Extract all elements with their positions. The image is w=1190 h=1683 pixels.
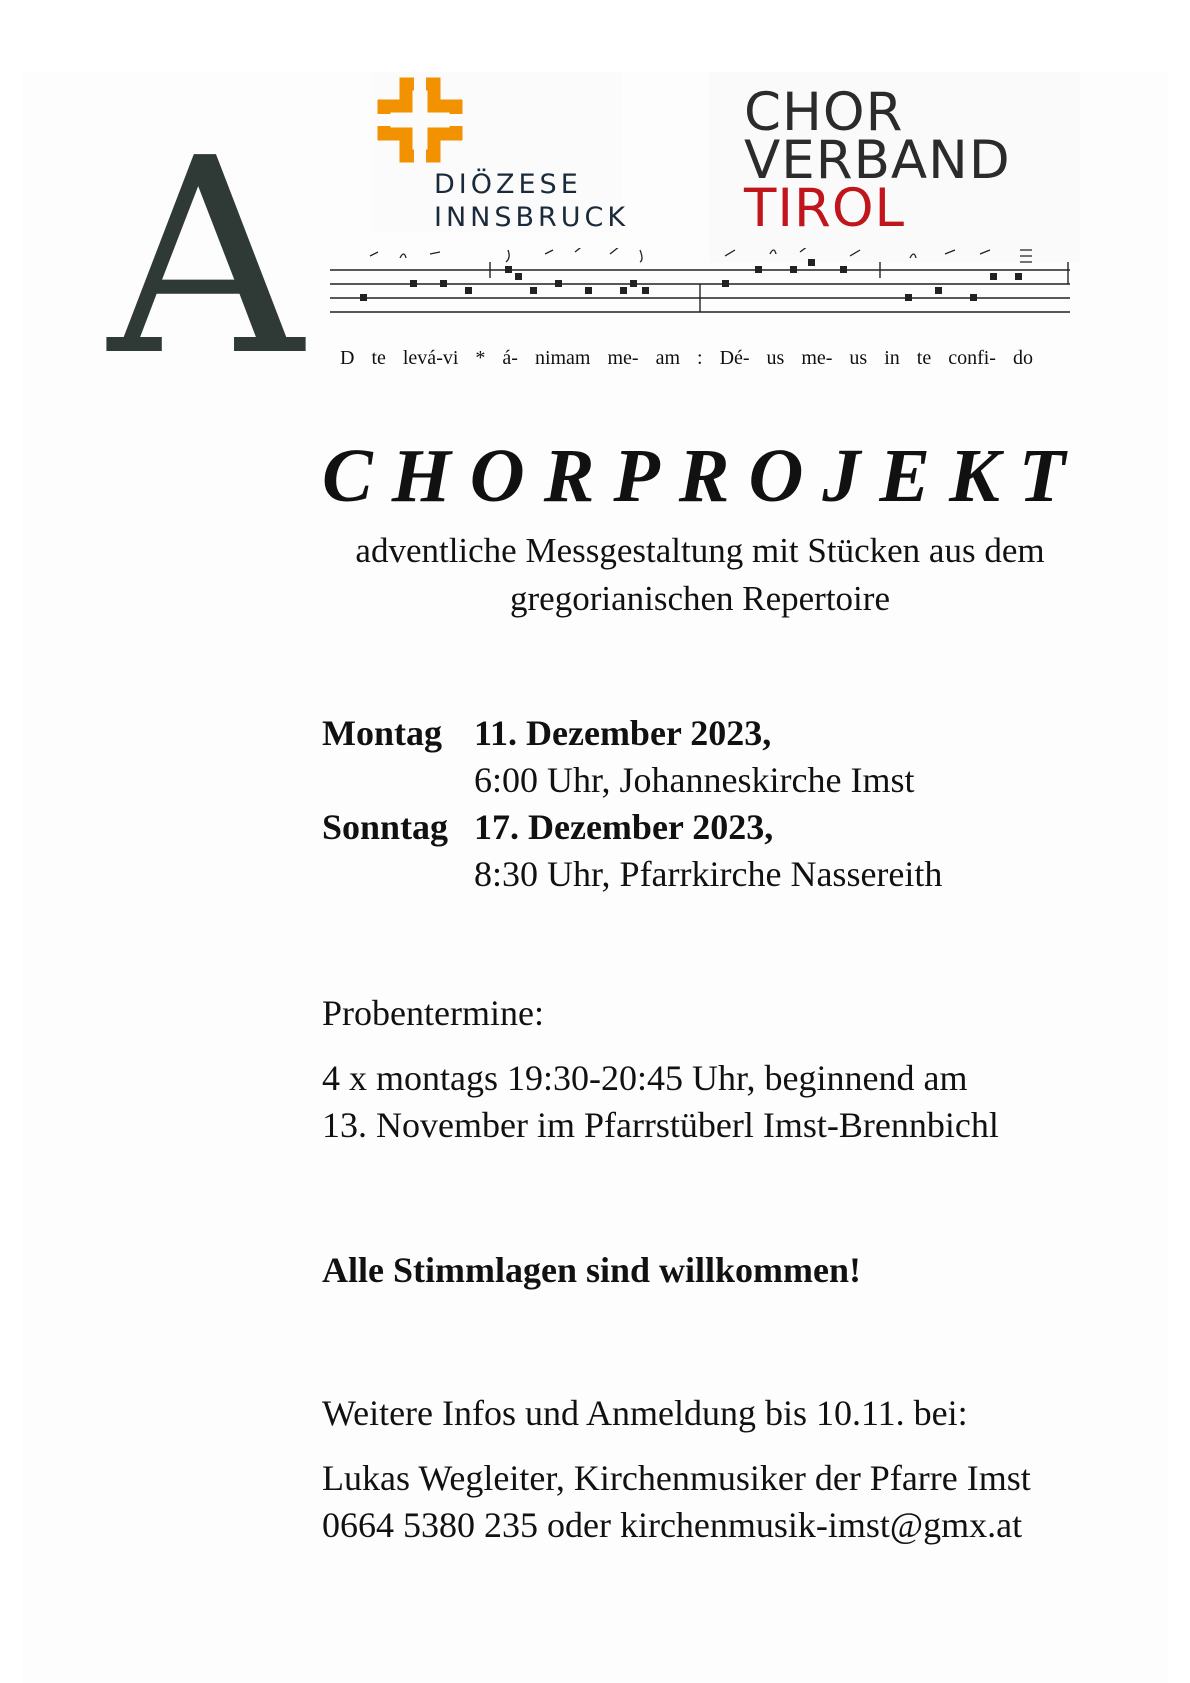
event-day: Sonntag <box>322 807 449 847</box>
rehearsals-line: 13. November im Pfarrstüberl Imst-Brennbichl <box>322 1105 999 1145</box>
dioezese-logo-text: DIÖZESE INNSBRUCK <box>434 169 630 233</box>
subtitle-line: gregorianischen Repertoire <box>510 579 890 618</box>
info-heading: Weitere Infos und Anmeldung bis 10.11. bei: <box>322 1393 968 1433</box>
event-detail: 6:00 Uhr, Johanneskirche Imst <box>474 760 915 800</box>
gregorian-chant-staff <box>330 248 1070 348</box>
orange-cross-icon <box>376 76 466 166</box>
welcome-message: Alle Stimmlagen sind willkommen! <box>322 1250 862 1290</box>
chant-initial-letter: A <box>108 100 303 415</box>
chant-lyrics: D te levá-vi * á- nimam me- am : Dé- us me- us in te confi- do <box>340 347 1033 369</box>
event-date: 11. Dezember 2023, <box>474 713 772 753</box>
chorverband-logo-line: CHOR <box>744 82 904 143</box>
chorverband-tirol-logo <box>710 72 1080 262</box>
event-day: Montag <box>322 713 442 753</box>
chorverband-logo-line: TIROL <box>744 178 906 239</box>
rehearsals-line: 4 x montags 19:30-20:45 Uhr, beginnend am <box>322 1058 968 1098</box>
dioezese-innsbruck-logo <box>372 72 630 233</box>
rehearsals-text <box>322 1055 999 1149</box>
event-detail: 8:30 Uhr, Pfarrkirche Nassereith <box>474 854 943 894</box>
chorverband-logo-line: VERBAND <box>744 130 1011 191</box>
subtitle <box>300 527 1100 623</box>
contact-info <box>322 1455 1031 1549</box>
subtitle-line: adventliche Messgestaltung mit Stücken aus dem <box>355 531 1045 570</box>
event-date: 17. Dezember 2023, <box>474 807 774 847</box>
page-title: CHORPROJEKT <box>322 434 1085 518</box>
contact-person: Lukas Wegleiter, Kirchenmusiker der Pfarre Imst <box>322 1458 1031 1498</box>
rehearsals-heading: Probentermine: <box>322 993 544 1033</box>
contact-phone-email: 0664 5380 235 oder kirchenmusik-imst@gmx.at <box>322 1505 1023 1545</box>
